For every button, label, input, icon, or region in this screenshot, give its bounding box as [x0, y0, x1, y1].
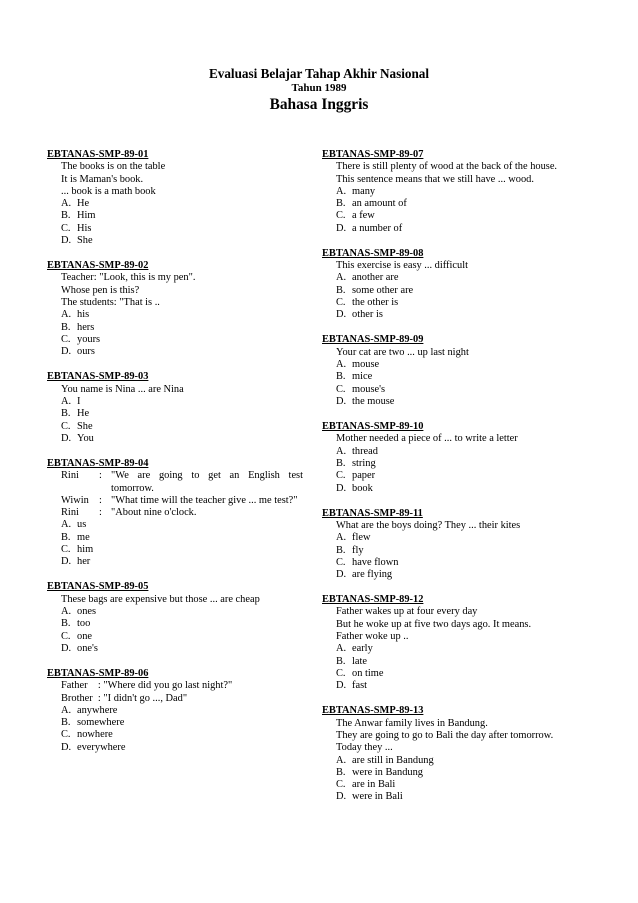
option-a: A. thread	[336, 445, 378, 457]
right-column	[322, 149, 580, 817]
question-text: Brother : "I didn't go ..., Dad"	[61, 692, 188, 704]
option-c: C. paper	[336, 470, 376, 482]
question-text: They are going to go to Bali the day after tomorrow.	[336, 729, 554, 741]
option-d: D. everywhere	[61, 741, 126, 753]
option-b: B. hers	[61, 321, 95, 333]
question-text: It is Maman's book.	[61, 173, 144, 185]
option-d: D. fast	[336, 680, 368, 692]
question-01	[47, 149, 303, 247]
option-c: C. him	[61, 544, 94, 555]
option-a: A. are still in Bandung	[336, 754, 434, 766]
question-text: Father woke up ..	[336, 631, 409, 643]
question-text: The Anwar family lives in Bandung.	[336, 717, 488, 729]
option-a: A. early	[336, 643, 373, 655]
question-id: EBTANAS-SMP-89-11	[322, 507, 423, 519]
option-b: B. me	[61, 531, 90, 543]
speaker: Rini	[61, 507, 79, 519]
question-id: EBTANAS-SMP-89-07	[322, 149, 424, 160]
option-d: D. the mouse	[336, 395, 395, 407]
question-text: The books is on the table	[61, 161, 166, 173]
question-text: What are the boys doing? They ... their kites	[336, 519, 521, 531]
option-c: C. nowhere	[61, 729, 113, 741]
question-07	[322, 149, 580, 235]
option-b: B. some other are	[336, 284, 414, 296]
option-d: D. book	[336, 482, 373, 494]
option-b: B. mice	[336, 371, 373, 383]
utterance: "We are going to get an English test tomorrow.	[111, 470, 303, 494]
option-a: A. anywhere	[61, 704, 118, 716]
option-d: D. are flying	[336, 569, 393, 581]
option-a: A. many	[336, 185, 376, 197]
question-13	[322, 705, 580, 803]
question-02	[47, 260, 303, 358]
option-b: B. somewhere	[61, 717, 125, 729]
question-10	[322, 421, 580, 495]
option-c: C. mouse's	[336, 383, 386, 395]
question-id: EBTANAS-SMP-89-05	[47, 581, 149, 593]
option-d: D. one's	[61, 642, 98, 654]
option-d: D. You	[61, 432, 94, 444]
question-12	[322, 594, 580, 692]
option-d: D. a number of	[336, 222, 403, 234]
question-text: Father : "Where did you go last night?"	[61, 680, 233, 692]
question-text: Father wakes up at four every day	[336, 606, 478, 618]
question-text: But he woke up at five two days ago. It means.	[336, 618, 532, 630]
question-text: This exercise is easy ... difficult	[336, 260, 468, 272]
question-id: EBTANAS-SMP-89-02	[47, 260, 149, 272]
option-b: B. He	[61, 408, 90, 420]
question-text: ... book is a math book	[61, 185, 156, 197]
option-a: A. He	[61, 198, 90, 210]
left-column	[47, 149, 303, 767]
dialogue-line: Rini : "About nine o'clock.	[47, 507, 303, 519]
option-d: D. other is	[336, 309, 383, 321]
question-id: EBTANAS-SMP-89-10	[322, 421, 424, 433]
question-id: EBTANAS-SMP-89-03	[47, 371, 149, 383]
exam-subject: Bahasa Inggris	[269, 96, 369, 113]
option-c: C. one	[61, 630, 93, 642]
question-text: Whose pen is this?	[61, 284, 140, 296]
question-08	[322, 248, 580, 322]
option-a: A. I	[61, 395, 81, 407]
option-d: D. ours	[61, 346, 95, 358]
speaker: Wiwin	[61, 494, 89, 506]
speaker: Rini	[61, 470, 79, 482]
question-text: These bags are expensive but those ... are cheap	[61, 593, 260, 605]
option-c: C. the other is	[336, 297, 399, 309]
option-d: D. She	[61, 235, 93, 247]
question-text: This sentence means that we still have ... wood.	[336, 173, 534, 185]
option-c: C. yours	[61, 333, 101, 345]
dialogue-line: Wiwin : "What time will the teacher give ... me test?"	[47, 495, 303, 507]
option-a: A. us	[61, 519, 87, 531]
question-11	[322, 508, 580, 582]
option-c: C. have flown	[336, 556, 399, 568]
question-03	[47, 371, 303, 445]
option-c: C. His	[61, 222, 92, 234]
option-b: B. were in Bandung	[336, 766, 423, 778]
question-text: You name is Nina ... are Nina	[61, 383, 184, 395]
option-b: B. an amount of	[336, 198, 407, 210]
question-04	[47, 458, 303, 569]
question-05	[47, 581, 303, 655]
option-c: C. are in Bali	[336, 779, 396, 791]
option-a: A. mouse	[336, 359, 380, 371]
option-a: A. another are	[336, 272, 399, 284]
option-c: C. a few	[336, 210, 375, 222]
page-header	[0, 66, 638, 114]
option-c: C. on time	[336, 667, 384, 679]
question-text: Teacher: "Look, this is my pen".	[61, 272, 196, 284]
option-b: B. too	[61, 618, 91, 630]
question-text: There is still plenty of wood at the back of the house.	[336, 161, 558, 173]
option-d: D. were in Bali	[336, 791, 403, 803]
question-id: EBTANAS-SMP-89-13	[322, 705, 424, 717]
question-id: EBTANAS-SMP-89-12	[322, 594, 424, 606]
question-id: EBTANAS-SMP-89-06	[47, 667, 149, 679]
option-b: B. string	[336, 457, 376, 469]
option-a: A. flew	[336, 532, 371, 544]
question-id: EBTANAS-SMP-89-04	[47, 457, 149, 469]
utterance: "What time will the teacher give ... me test?"	[111, 494, 298, 506]
exam-year: Tahun 1989	[291, 82, 347, 94]
question-09	[322, 334, 580, 408]
question-text: Mother needed a piece of ... to write a letter	[336, 433, 518, 445]
option-a: A. his	[61, 309, 90, 321]
question-id: EBTANAS-SMP-89-09	[322, 334, 424, 346]
question-06	[47, 668, 303, 754]
question-text: Today they ...	[336, 742, 393, 754]
exam-title: Evaluasi Belajar Tahap Akhir Nasional	[208, 66, 430, 81]
utterance: "About nine o'clock.	[111, 507, 197, 519]
option-b: B. late	[336, 655, 367, 667]
option-b: B. Him	[61, 210, 96, 222]
question-text: Your cat are two ... up last night	[336, 346, 469, 358]
option-a: A. ones	[61, 605, 97, 617]
option-b: B. fly	[336, 544, 364, 556]
option-d: D. her	[61, 556, 91, 568]
question-text: The students: "That is ..	[61, 297, 160, 309]
question-id: EBTANAS-SMP-89-01	[47, 149, 149, 160]
option-c: C. She	[61, 420, 93, 432]
dialogue-line: Rini : "We are going to get an English test tomorrow.	[61, 470, 303, 494]
question-id: EBTANAS-SMP-89-08	[322, 247, 424, 259]
